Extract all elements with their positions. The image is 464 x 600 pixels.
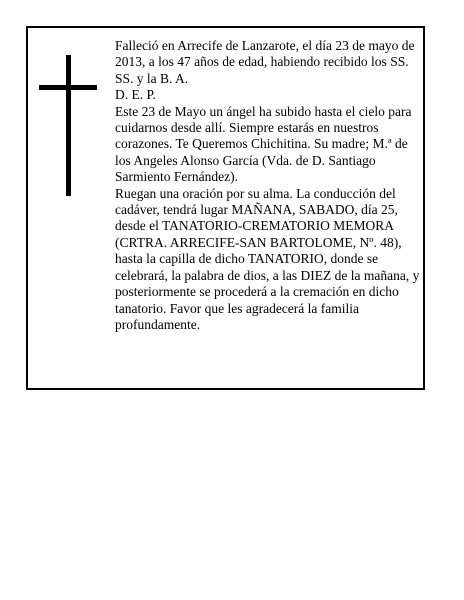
funeral-details: Ruegan una oración por su alma. La conducción del cadáver, tendrá lugar MAÑANA, SABADO, día 25, desde el TANATORIO-CREMATORIO MEMORA (CRTRA. ARRECIFE-SAN BARTOLOME, Nº. 48), hasta la capilla de dicho TANATORIO, donde se celebrará, la palabra de dios, a las DIEZ de la mañana, y posteriormente se procederá a la cremación en dicho tanatorio. Favor que les agradecerá la familia profundamente.: [115, 185, 420, 332]
notice-text: [115, 38, 423, 333]
cross-vertical-bar: [66, 55, 71, 196]
death-announcement: Falleció en Arrecife de Lanzarote, el día 23 de mayo de 2013, a los 47 años de edad, habiendo recibido los SS. SS. y la B. A.: [115, 38, 415, 86]
rip-line: D. E. P.: [115, 87, 156, 103]
obituary-notice: [26, 26, 425, 390]
family-dedication: Este 23 de Mayo un ángel ha subido hasta el cielo para cuidarnos desde allí. Siempre estarás en nuestros corazones. Te Queremos Chichitina. Su madre; M.ª de los Angeles Alonso García (Vda. de D. Santiago Sarmiento Fernández).: [115, 103, 412, 185]
cross-horizontal-bar: [39, 85, 97, 90]
